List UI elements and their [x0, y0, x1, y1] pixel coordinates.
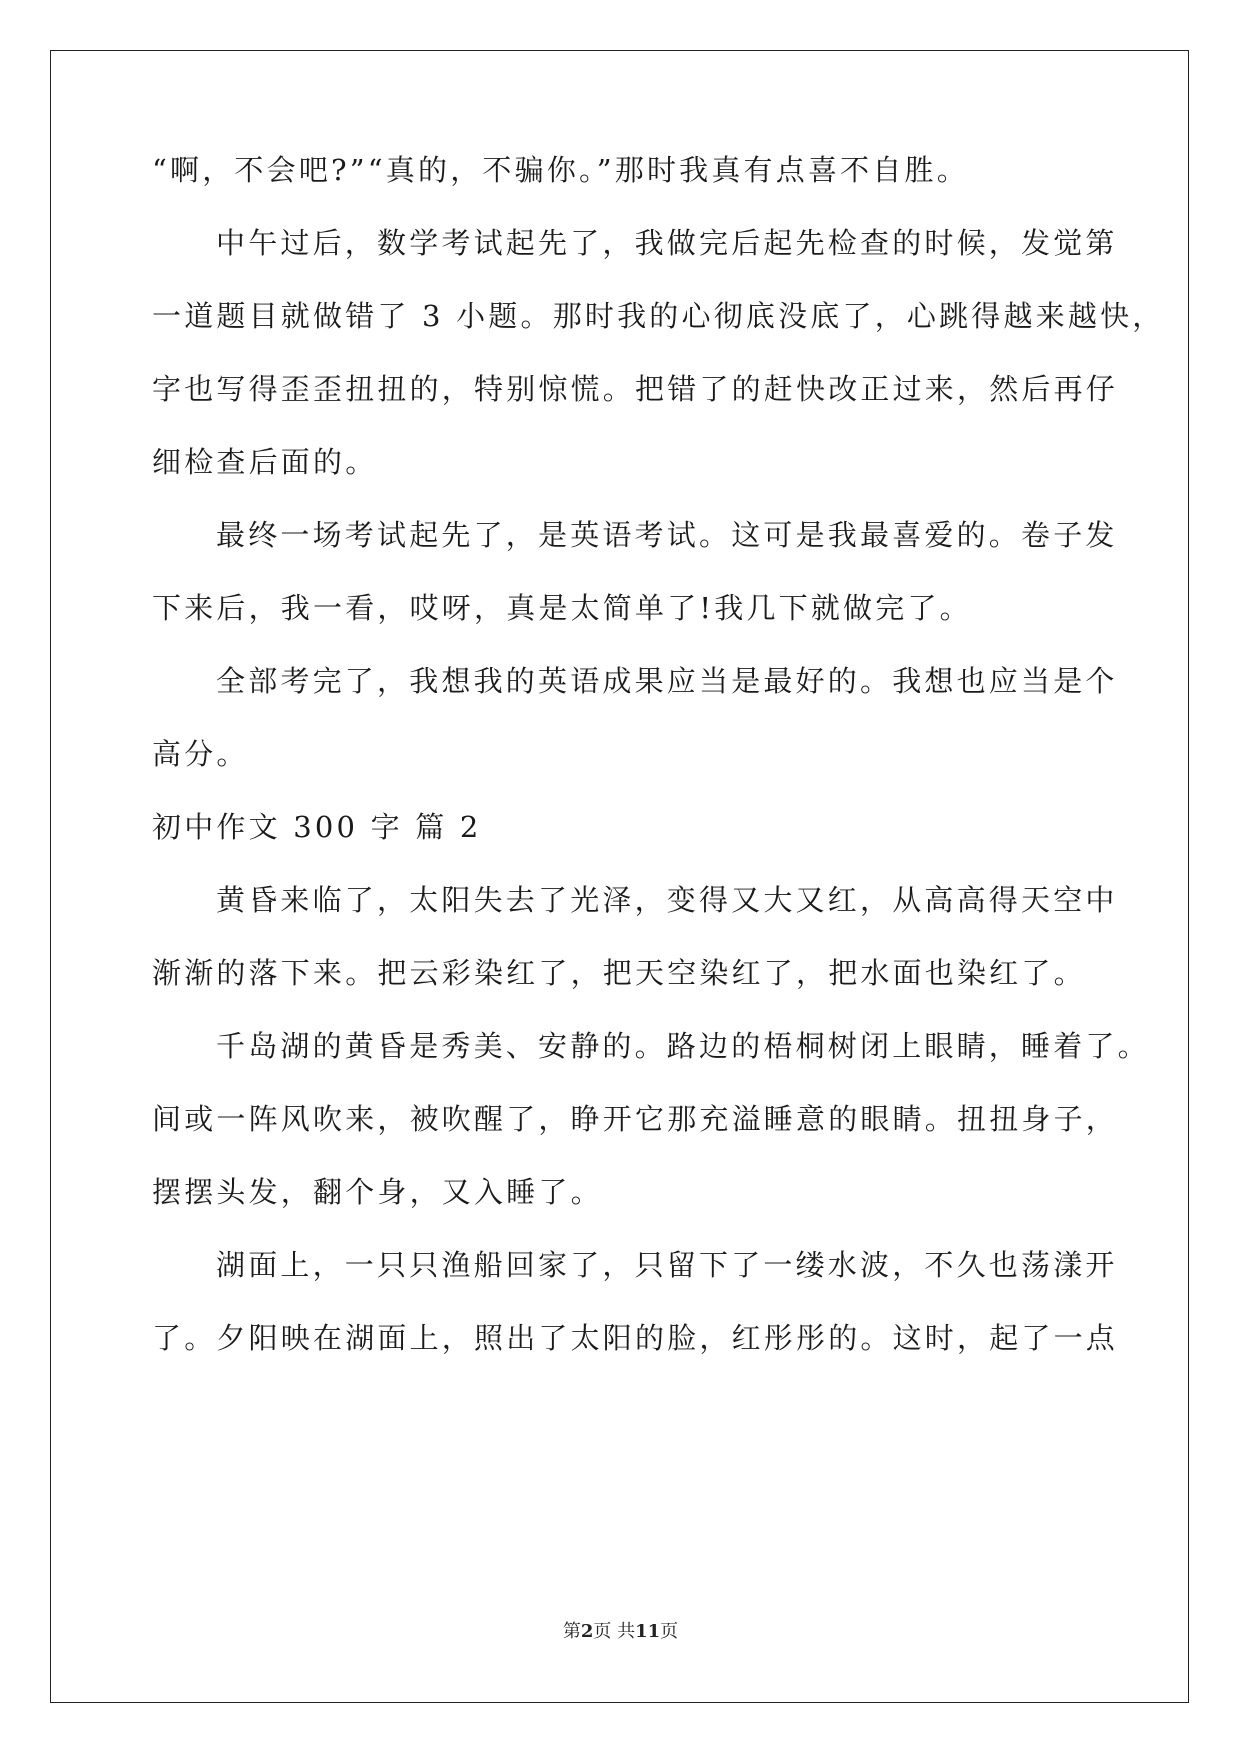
text-line: 渐渐的落下来。把云彩染红了，把天空染红了，把水面也染红了。 — [152, 956, 1086, 990]
section-heading: 初中作文 300 字 篇 2 — [152, 810, 482, 844]
text-line: “啊，不会吧?”“真的，不骗你。”那时我真有点喜不自胜。 — [152, 153, 969, 187]
text-line: 高分。 — [152, 737, 249, 771]
current-page-number: 2 — [580, 1621, 594, 1642]
text-line: 细检查后面的。 — [152, 445, 378, 479]
paragraph-start-line: 千岛湖的黄昏是秀美、安静的。路边的梧桐树闭上眼睛，睡着了。 — [216, 1029, 1150, 1063]
text-line: 下来后，我一看，哎呀，真是太简单了!我几下就做完了。 — [152, 591, 972, 625]
page-number-footer — [0, 1620, 1241, 1644]
footer-suffix: 页 — [660, 1621, 679, 1642]
text-line: 摆摆头发，翻个身，又入睡了。 — [152, 1175, 603, 1209]
paragraph-start-line: 全部考完了，我想我的英语成果应当是最好的。我想也应当是个 — [216, 664, 1118, 698]
text-line: 间或一阵风吹来，被吹醒了，睁开它那充溢睡意的眼睛。扭扭身子， — [152, 1102, 1119, 1136]
paragraph-start-line: 黄昏来临了，太阳失去了光泽，变得又大又红，从高高得天空中 — [216, 883, 1118, 917]
text-line: 一道题目就做错了 3 小题。那时我的心彻底没底了，心跳得越来越快， — [152, 299, 1165, 333]
footer-middle: 页 共 — [593, 1621, 636, 1642]
text-line: 字也写得歪歪扭扭的，特别惊慌。把错了的赶快改正过来，然后再仔 — [152, 372, 1119, 406]
paragraph-start-line: 湖面上，一只只渔船回家了，只留下了一缕水波，不久也荡漾开 — [216, 1248, 1118, 1282]
paragraph-start-line: 最终一场考试起先了，是英语考试。这可是我最喜爱的。卷子发 — [216, 518, 1118, 552]
total-page-count: 11 — [635, 1621, 661, 1642]
paragraph-start-line: 中午过后，数学考试起先了，我做完后起先检查的时候，发觉第 — [216, 226, 1118, 260]
footer-prefix: 第 — [562, 1621, 581, 1642]
text-line: 了。夕阳映在湖面上，照出了太阳的脸，红彤彤的。这时，起了一点 — [152, 1321, 1119, 1355]
